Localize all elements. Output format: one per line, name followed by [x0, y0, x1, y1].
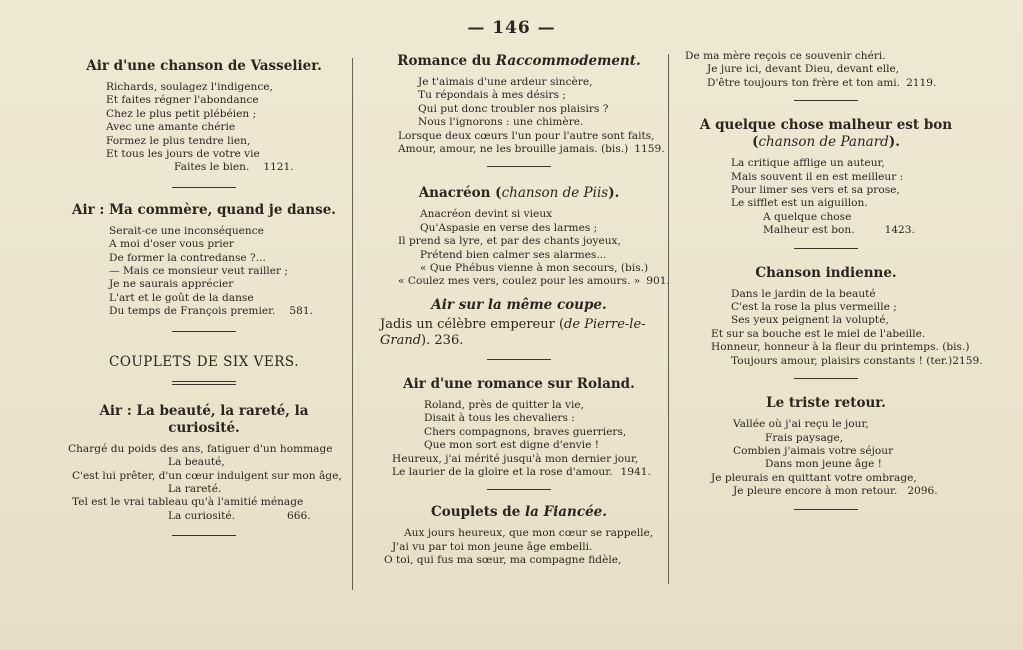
- verse-line: C'est lui prêter, d'un cœur indulgent sur mon âge,: [72, 469, 342, 482]
- column-divider-left: [352, 58, 353, 590]
- verse-line: [68, 510, 340, 523]
- couplets-fiancee: [378, 504, 660, 567]
- fiancee-continued: [685, 50, 967, 90]
- verse-line: J'ai vu par toi mon jeune âge embelli.: [392, 540, 593, 553]
- song-title: [378, 53, 660, 70]
- song-number: 1423.: [884, 224, 915, 237]
- verse-line: Lorsque deux cœurs l'un pour l'autre sont faits,: [398, 129, 655, 142]
- verse-line: Et sur sa bouche est le miel de l'abeille.: [711, 327, 926, 340]
- section-rule: [172, 331, 236, 332]
- verse-line: Que mon sort est digne d'envie !: [424, 439, 600, 452]
- verse-line: Vallée où j'ai reçu le jour,: [733, 418, 869, 431]
- section-rule: [794, 248, 858, 249]
- section-rule: [172, 535, 236, 536]
- song-number: 2096.: [907, 485, 938, 498]
- song-title: Air : La beauté, la rareté, la curiosité.: [99, 402, 309, 436]
- verse-line: Tu répondais à mes désirs ;: [418, 89, 566, 102]
- verse-line: Frais paysage,: [765, 431, 844, 444]
- verse-line: Formez le plus tendre lien,: [106, 134, 251, 147]
- song-lines: [685, 157, 967, 237]
- verse-text: Jadis un célèbre empereur (: [380, 316, 565, 332]
- section-rule: [794, 509, 858, 510]
- verse-line: La rareté.: [168, 482, 222, 495]
- title-text: ).: [608, 185, 620, 202]
- song-la-beaute: [68, 403, 340, 523]
- song-number: 1941.: [620, 465, 651, 478]
- verse-line: Mais souvent il en est meilleur :: [731, 170, 904, 183]
- column-3: [685, 50, 983, 524]
- song-lines: [378, 399, 660, 479]
- verse-line: « Que Phébus vienne à mon secours, (bis.): [420, 262, 649, 275]
- song-anacreon: [378, 185, 670, 348]
- verse-line: La beauté,: [168, 456, 225, 469]
- song-title: Air : Ma commère, quand je danse.: [72, 201, 336, 218]
- verse-line: Prétend bien calmer ses alarmes...: [420, 248, 607, 261]
- section-rule: [794, 378, 858, 379]
- verse-line: A moi d'oser vous prier: [109, 238, 234, 251]
- song-number: 666.: [287, 509, 311, 522]
- title-text: A quelque chose malheur est bon (: [699, 117, 953, 151]
- song-title: Le triste retour.: [766, 395, 886, 412]
- verse-text: Je pleure encore à mon retour.: [733, 485, 898, 498]
- verse-text: Le laurier de la gloire et la rose d'amour.: [392, 465, 613, 478]
- chanson-indienne: [685, 264, 983, 368]
- verse-line: La critique afflige un auteur,: [731, 157, 885, 170]
- song-lines: [685, 287, 983, 368]
- verse-line: [378, 466, 660, 479]
- column-2: [378, 50, 670, 568]
- verse-text: Du temps de François premier.: [109, 305, 276, 318]
- verse-line: Il prend sa lyre, et par des chants joyeux,: [398, 235, 621, 248]
- song-lines: [68, 225, 340, 319]
- verse-line: Honneur, honneur à la fleur du printemps. (bis.): [711, 341, 970, 354]
- verse-line: Roland, près de quitter la vie,: [424, 398, 585, 411]
- verse-text: Malheur est bon.: [763, 224, 855, 237]
- verse-line: Dans le jardin de la beauté: [731, 287, 876, 300]
- song-number: 2159.: [952, 354, 983, 367]
- title-text: Couplets de: [431, 504, 526, 521]
- verse-line: C'est la rose la plus vermeille ;: [731, 301, 897, 314]
- verse-line: [106, 161, 340, 174]
- song-number: 1159.: [634, 143, 665, 156]
- song-title: [685, 117, 967, 151]
- verse-line: Qu'Aspasie en verse des larmes ;: [420, 221, 598, 234]
- subtitle-same-tune: Air sur la même coupe.: [431, 296, 607, 313]
- page-number: — 146 —: [467, 18, 556, 38]
- song-lines: [378, 76, 665, 156]
- verse-line: Ses yeux peignent la volupté,: [731, 314, 889, 327]
- title-italic: chanson de Panard: [758, 134, 889, 151]
- song-vasselier: [68, 58, 340, 175]
- verse-line: [378, 317, 660, 349]
- verse-line: [378, 275, 670, 288]
- verse-line: Je t'aimais d'une ardeur sincère,: [418, 76, 593, 88]
- verse-line: Pour limer ses vers et sa prose,: [731, 184, 900, 197]
- verse-line: Je jure ici, devant Dieu, devant elle,: [707, 63, 900, 76]
- title-text: Anacréon (: [418, 185, 502, 202]
- song-lines: [378, 527, 660, 567]
- verse-line: Disait à tous les chevaliers :: [424, 412, 575, 425]
- song-lines: [68, 81, 340, 175]
- verse-line: Le sifflet est un aiguillon.: [731, 197, 868, 210]
- verse-text: Toujours amour, plaisirs constants ! (ter.): [731, 354, 953, 367]
- verse-text: ).: [421, 332, 431, 348]
- verse-line: [378, 143, 665, 156]
- verse-line: O toi, qui fus ma sœur, ma compagne fidèle,: [384, 554, 622, 567]
- verse-line: Serait-ce une inconséquence: [109, 224, 264, 237]
- song-number: 236.: [434, 332, 464, 348]
- song-number: 581.: [289, 305, 313, 318]
- verse-line: Anacréon devint si vieux: [420, 208, 553, 221]
- verse-line: Chers compagnons, braves guerriers,: [424, 425, 627, 438]
- verse-line: [109, 305, 340, 318]
- verse-line: Avec une amante chérie: [106, 121, 236, 134]
- section-heading: COUPLETS DE SIX VERS.: [108, 353, 299, 370]
- column-1: [68, 50, 340, 550]
- verse-line: Nous l'ignorons : une chimère.: [418, 116, 584, 129]
- song-title: [378, 504, 660, 521]
- section-rule-double: [172, 381, 236, 385]
- title-italic: chanson de Piis: [501, 185, 609, 202]
- song-title: Air d'une romance sur Roland.: [403, 375, 635, 392]
- verse-line: Je ne saurais apprécier: [109, 278, 234, 291]
- verse-line: Tel est le vrai tableau qu'à l'amitié ménage: [72, 496, 304, 509]
- romance-roland: [378, 376, 660, 479]
- song-lines: [685, 418, 967, 498]
- verse-text: D'être toujours ton frère et ton ami.: [707, 76, 901, 89]
- song-number: 2119.: [906, 76, 937, 89]
- verse-line: Je pleurais en quittant votre ombrage,: [711, 471, 917, 484]
- song-number: 901.: [646, 275, 670, 288]
- verse-line: Chez le plus petit plébéien ;: [106, 107, 257, 120]
- verse-line: De former la contredanse ?...: [109, 251, 266, 264]
- verse-line: [685, 485, 967, 498]
- malheur-est-bon: [685, 117, 967, 237]
- verse-line: Chargé du poids des ans, fatiguer d'un hommage: [68, 442, 333, 455]
- verse-text: La curiosité.: [168, 509, 236, 522]
- song-title: [378, 185, 660, 202]
- verse-line: A quelque chose: [763, 210, 852, 223]
- verse-italic: de Pierre-le-Grand: [380, 316, 646, 348]
- verse-line: De ma mère reçois ce souvenir chéri.: [685, 50, 886, 62]
- couplets-six-vers: [68, 354, 340, 371]
- verse-line: Et tous les jours de votre vie: [106, 148, 260, 161]
- song-title: Air d'une chanson de Vasselier.: [86, 58, 322, 74]
- verse-line: Qui put donc troubler nos plaisirs ?: [418, 102, 609, 115]
- column-divider-right: [668, 54, 669, 584]
- title-italic: la Fiancée.: [525, 504, 607, 521]
- verse-line: Dans mon jeune âge !: [765, 458, 882, 471]
- title-text: ).: [888, 134, 900, 151]
- triste-retour: [685, 395, 967, 498]
- title-italic: Raccommodement.: [495, 53, 641, 69]
- verse-text: Faites le bien.: [174, 161, 250, 174]
- verse-line: [731, 224, 967, 237]
- verse-line: — Mais ce monsieur veut railler ;: [109, 265, 288, 278]
- verse-line: L'art et le goût de la danse: [109, 291, 254, 304]
- song-ma-commere: [68, 202, 340, 319]
- verse-line: Heureux, j'ai mérité jusqu'à mon dernier jour,: [392, 452, 639, 465]
- song-lines: [68, 443, 340, 523]
- section-rule: [794, 100, 858, 101]
- verse-line: Aux jours heureux, que mon cœur se rappelle,: [404, 527, 654, 540]
- song-lines: [378, 208, 670, 288]
- verse-line: [685, 354, 983, 368]
- verse-line: Combien j'aimais votre séjour: [733, 444, 894, 457]
- verse-text: « Coulez mes vers, coulez pour les amours. »: [398, 275, 641, 288]
- song-number: 1121.: [263, 161, 294, 174]
- section-rule: [487, 489, 551, 490]
- section-rule: [487, 166, 551, 167]
- verse-line: [685, 77, 967, 90]
- romance-raccommodement: [378, 53, 665, 156]
- song-title: Chanson indienne.: [755, 264, 897, 281]
- section-rule: [487, 359, 551, 360]
- verse-text: Amour, amour, ne les brouille jamais. (bis.): [398, 143, 629, 156]
- section-rule: [172, 187, 236, 188]
- verse-line: Richards, soulagez l'indigence,: [106, 81, 273, 93]
- title-text: Romance du: [397, 53, 496, 69]
- verse-line: Et faites régner l'abondance: [106, 94, 259, 107]
